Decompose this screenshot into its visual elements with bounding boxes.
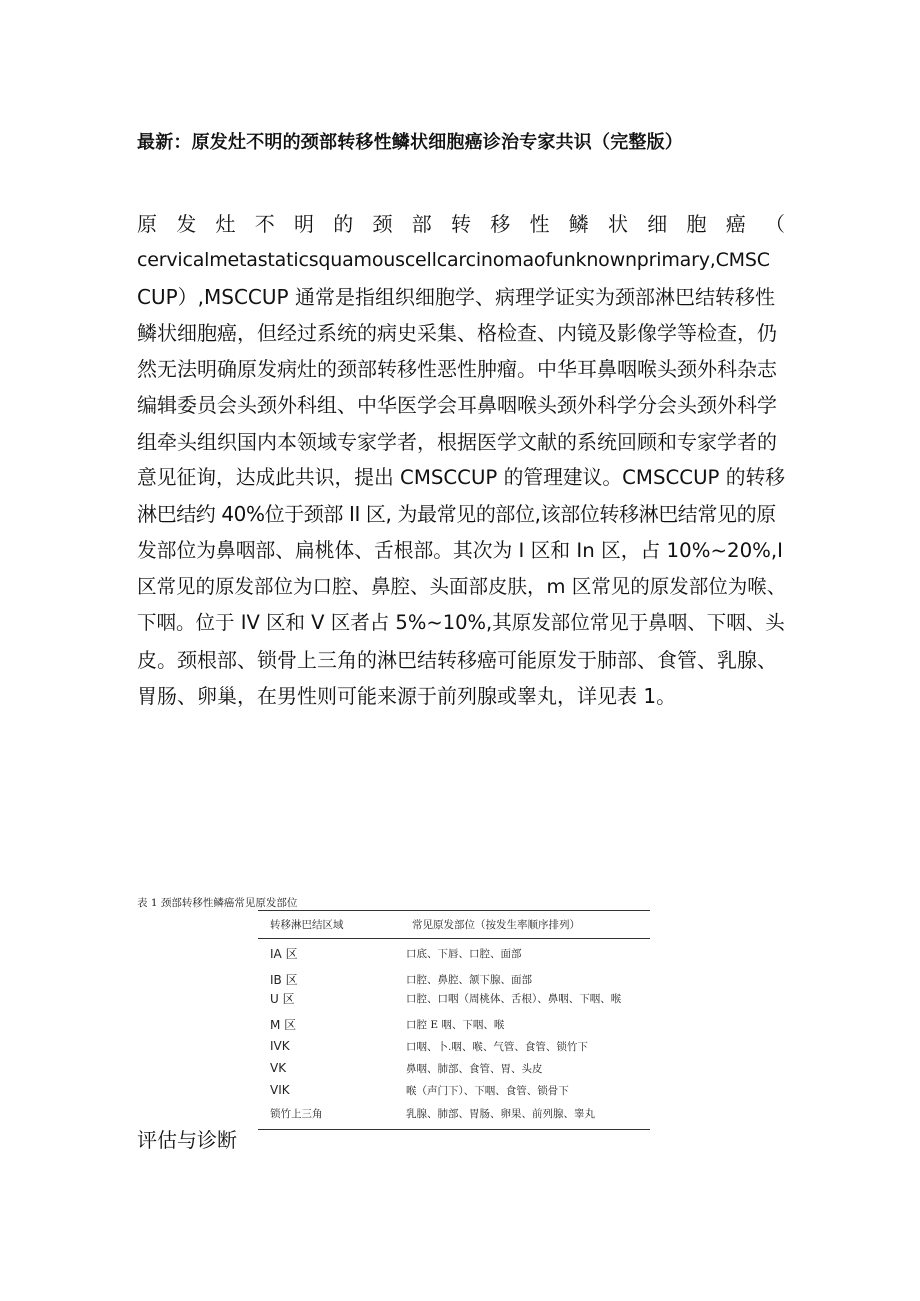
paragraph-line: 胃肠、卵巢，在男性则可能来源于前列腺或睾丸，详见表 1。 [137, 683, 677, 708]
section-heading: 评估与诊断 [137, 1128, 237, 1152]
char: （ [765, 212, 785, 236]
paragraph-line: 鳞状细胞癌，但经过系统的病史采集、格检查、内镜及影像学等检查，仍 [137, 320, 777, 345]
row-sites: 口底、下唇、口腔、面部 [406, 947, 522, 960]
row-sites: 口腔 E 咽、下咽、喉 [406, 1018, 505, 1031]
char: 鳞 [568, 212, 589, 236]
row-sites: 口腔、口咽（周桃体、舌根）、鼻咽、下咽、喉 [406, 992, 622, 1005]
table-row [258, 1101, 650, 1125]
table-row [258, 1057, 650, 1079]
table-caption: 表 1 颈部转移性鳞癌常见原发部位 [137, 897, 298, 909]
char: 部 [411, 212, 432, 236]
paragraph-line: cervicalmetastaticsquamouscellcarcinomaofunknownprimary,CMSC [137, 249, 770, 272]
char: 原 [137, 212, 157, 236]
row-region: IVK [270, 1039, 290, 1053]
char: 状 [608, 212, 628, 236]
table-row [258, 1079, 650, 1101]
paragraph-line: 然无法明确原发病灶的颈部转移性恶性肿瘤。中华耳鼻咽喉头颈外科杂志 [137, 357, 777, 382]
header-region: 转移淋巴结区域 [270, 919, 344, 931]
table-header [258, 911, 650, 939]
paragraph-line: 淋巴结约 40%位于颈部 II 区, 为最常见的部位,该部位转移淋巴结常见的原 [137, 502, 776, 527]
char: 不 [254, 212, 275, 236]
char: 颈 [372, 212, 393, 236]
document-title: 最新：原发灶不明的颈部转移性鳞状细胞癌诊治专家共识（完整版） [137, 132, 683, 153]
char: 的 [333, 212, 354, 236]
primary-sites-table [258, 910, 650, 1130]
paragraph-line: 皮。颈根部、锁骨上三角的淋巴结转移癌可能原发于肺部、食管、乳腺、 [137, 647, 777, 672]
row-region: U 区 [270, 991, 295, 1006]
row-region: VIK [270, 1083, 290, 1097]
table-row [258, 989, 650, 1007]
table-row [258, 969, 650, 989]
char: 细 [647, 212, 668, 236]
paragraph-line-1 [137, 206, 785, 242]
row-sites: 鼻咽、肺部、食管、胃、头皮 [406, 1062, 543, 1075]
row-sites: 口咽、卜.咽、喉、气管、食管、锁竹下 [406, 1040, 588, 1053]
paragraph-line: 下咽。位于 IV 区和 V 区者占 5%~10%,其原发部位常见于鼻咽、下咽、头 [137, 611, 785, 635]
paragraph-line: 发部位为鼻咽部、扁桃体、舌根部。其次为 I 区和 In 区，占 10%~20%,I [137, 538, 784, 562]
table-row [258, 1013, 650, 1035]
row-region: VK [270, 1061, 287, 1075]
paragraph-line: 意见征询，达成此共识，提出 CMSCCUP 的管理建议。CMSCCUP 的转移 [137, 466, 785, 490]
char: 性 [529, 212, 550, 236]
paragraph-line: 编辑委员会头颈外科组、中华医学会耳鼻咽喉头颈外科学分会头颈外科学 [137, 393, 777, 418]
table-row [258, 941, 650, 965]
paragraph-line: CUP）,MSCCUP 通常是指组织细胞学、病理学证实为颈部淋巴结转移性 [137, 284, 775, 309]
row-region: IA 区 [270, 946, 298, 961]
row-sites: 口腔、鼻腔、颔下腺、面部 [406, 973, 532, 986]
char: 灶 [215, 212, 236, 236]
char: 胞 [686, 212, 707, 236]
char: 转 [451, 212, 471, 236]
row-sites: 喉（声门下）、下咽、食管、锁骨下 [406, 1084, 569, 1097]
char: 发 [176, 212, 197, 236]
body-paragraph [137, 206, 787, 714]
paragraph-line: 组牵头组织国内本领域专家学者，根据医学文献的系统回顾和专家学者的 [137, 429, 777, 454]
row-region: M 区 [270, 1017, 297, 1032]
header-sites: 常见原发部位（按发生率顺序排列） [412, 919, 580, 931]
char: 癌 [725, 212, 746, 236]
row-sites: 乳腺、肺部、胃肠、卵果、前列腺、睾丸 [406, 1107, 595, 1120]
char: 明 [294, 212, 314, 236]
char: 移 [490, 212, 511, 236]
table-row [258, 1035, 650, 1057]
paragraph-line: 区常见的原发部位为口腔、鼻腔、头面部皮肤，m 区常见的原发部位为喉、 [137, 574, 787, 598]
row-region: IB 区 [270, 972, 298, 987]
row-region: 锁竹上三角 [270, 1107, 323, 1120]
